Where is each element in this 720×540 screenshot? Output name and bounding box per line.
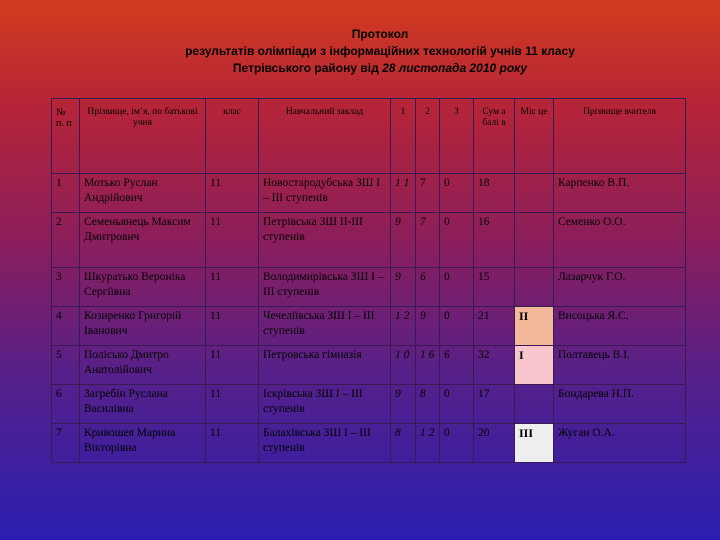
cell-class: 11 xyxy=(206,268,259,307)
cell-task-3: 0 xyxy=(440,213,474,268)
cell-task-3: 6 xyxy=(440,346,474,385)
cell-num: 7 xyxy=(52,424,80,463)
cell-task-2: 8 xyxy=(416,385,440,424)
cell-sum: 18 xyxy=(474,174,515,213)
cell-sum: 17 xyxy=(474,385,515,424)
header-task-3: 3 xyxy=(440,99,474,174)
cell-task-3: 0 xyxy=(440,174,474,213)
cell-class: 11 xyxy=(206,424,259,463)
table-row xyxy=(52,346,686,385)
cell-teacher: Семенко О.О. xyxy=(554,213,686,268)
cell-place xyxy=(515,174,554,213)
title-line-3-prefix: Петрівського району від xyxy=(232,61,379,75)
cell-teacher: Лазарчук Г.О. xyxy=(554,268,686,307)
cell-sum: 15 xyxy=(474,268,515,307)
table-row xyxy=(52,307,686,346)
table-row xyxy=(52,385,686,424)
table-row xyxy=(52,268,686,307)
table-row xyxy=(52,174,686,213)
cell-school: Володимирівська ЗШ І – ІІІ ступенів xyxy=(259,268,391,307)
header-task-1: 1 xyxy=(391,99,416,174)
header-place: Міс це xyxy=(515,99,554,174)
cell-teacher: Бондарева Н.П. xyxy=(554,385,686,424)
cell-task-1: 9 xyxy=(391,385,416,424)
cell-task-3: 0 xyxy=(440,385,474,424)
table-row xyxy=(52,424,686,463)
cell-place: ІІІ xyxy=(515,424,554,463)
title-date: 28 листопада 2010 року xyxy=(382,61,528,75)
cell-name: Семеньянець Максим Дмитрович xyxy=(80,213,206,268)
cell-class: 11 xyxy=(206,307,259,346)
cell-num: 1 xyxy=(52,174,80,213)
cell-class: 11 xyxy=(206,174,259,213)
header-num: № п. п xyxy=(52,99,80,174)
header-school: Навчальний заклад xyxy=(259,99,391,174)
cell-task-2: 1 2 xyxy=(416,424,440,463)
cell-teacher: Висоцька Я.С. xyxy=(554,307,686,346)
cell-school: Петрівська ЗШ ІІ-ІІІ ступенів xyxy=(259,213,391,268)
results-table xyxy=(51,98,686,463)
cell-num: 2 xyxy=(52,213,80,268)
cell-num: 4 xyxy=(52,307,80,346)
cell-teacher: Жуган О.А. xyxy=(554,424,686,463)
header-class: клас xyxy=(206,99,259,174)
cell-name: Загребін Руслана Василівна xyxy=(80,385,206,424)
cell-task-1: 8 xyxy=(391,424,416,463)
cell-teacher: Полтавець В.І. xyxy=(554,346,686,385)
cell-task-2: 7 xyxy=(416,213,440,268)
cell-name: Мотько Руслан Андрійович xyxy=(80,174,206,213)
title-line-1: Протокол xyxy=(351,27,409,41)
header-name: Прізвище, ім’я, по батькові учня xyxy=(80,99,206,174)
cell-place xyxy=(515,268,554,307)
header-teacher: Прізвище вчителя xyxy=(554,99,686,174)
cell-sum: 20 xyxy=(474,424,515,463)
header-row xyxy=(52,99,686,174)
cell-task-2: 7 xyxy=(416,174,440,213)
cell-name: Шкуратько Вероніка Сергіївна xyxy=(80,268,206,307)
cell-task-1: 1 2 xyxy=(391,307,416,346)
cell-place xyxy=(515,385,554,424)
cell-num: 5 xyxy=(52,346,80,385)
cell-sum: 21 xyxy=(474,307,515,346)
cell-sum: 16 xyxy=(474,213,515,268)
cell-name: Полісько Дмитро Анатолійович xyxy=(80,346,206,385)
cell-num: 6 xyxy=(52,385,80,424)
table-row xyxy=(52,213,686,268)
cell-task-1: 9 xyxy=(391,213,416,268)
cell-task-3: 0 xyxy=(440,307,474,346)
cell-place: ІІ xyxy=(515,307,554,346)
title-line-2: результатів олімпіади з інформаційних технологій учнів 11 класу xyxy=(185,44,575,58)
cell-school: Новостародубська ЗШ І – ІІІ ступенів xyxy=(259,174,391,213)
cell-sum: 32 xyxy=(474,346,515,385)
header-task-2: 2 xyxy=(416,99,440,174)
cell-task-3: 0 xyxy=(440,268,474,307)
cell-task-3: 0 xyxy=(440,424,474,463)
header-sum: Сум а балі в xyxy=(474,99,515,174)
cell-task-2: 6 xyxy=(416,268,440,307)
cell-place: І xyxy=(515,346,554,385)
cell-school: Балахівська ЗШ І – ІІІ ступенів xyxy=(259,424,391,463)
cell-task-1: 9 xyxy=(391,268,416,307)
cell-teacher: Карпенко В.П. xyxy=(554,174,686,213)
protocol-title xyxy=(0,26,720,77)
title-line-3 xyxy=(0,60,720,77)
cell-class: 11 xyxy=(206,213,259,268)
cell-school: Чечеліївська ЗШ І – ІІІ ступенів xyxy=(259,307,391,346)
cell-name: Козиренко Григорій Іванович xyxy=(80,307,206,346)
cell-class: 11 xyxy=(206,346,259,385)
cell-task-2: 1 6 xyxy=(416,346,440,385)
cell-name: Кривошея Марина Вікторівна xyxy=(80,424,206,463)
cell-task-2: 9 xyxy=(416,307,440,346)
cell-task-1: 1 0 xyxy=(391,346,416,385)
cell-num: 3 xyxy=(52,268,80,307)
cell-school: Петровська гімназія xyxy=(259,346,391,385)
cell-task-1: 1 1 xyxy=(391,174,416,213)
cell-place xyxy=(515,213,554,268)
cell-class: 11 xyxy=(206,385,259,424)
cell-school: Іскрівська ЗШ І – ІІІ ступенів xyxy=(259,385,391,424)
